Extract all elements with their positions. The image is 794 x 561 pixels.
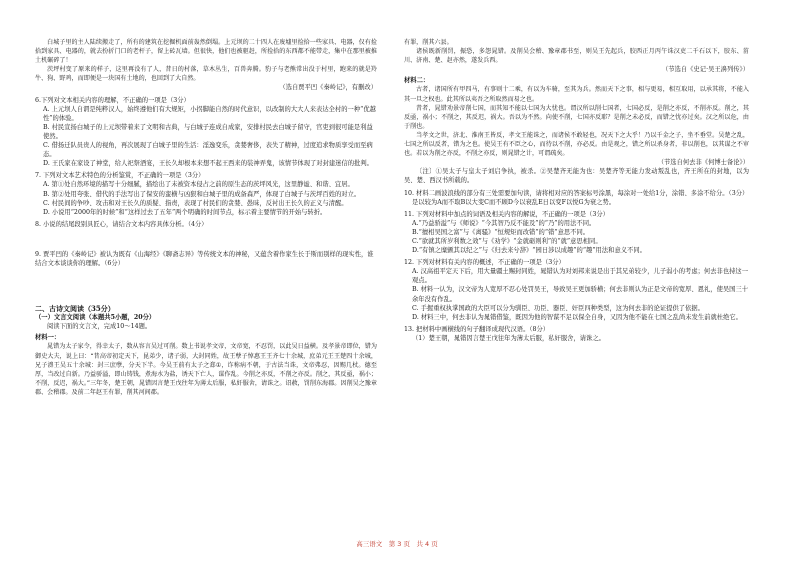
material-1-text: 晁错为太子家令，得幸太子，数从容言吴过可削。数上书说孝文帝，文帝宽，不忍罚，以此吴日益横。及孝景帝即位，错为御史大夫，说上曰：“昔高帝初定天下，昆弟少，诸子弱，大封同姓，故王孽子悼惠王王齐七十余城，庶弟元王王楚四十余城，兄子濞王吴五十余城：封三庶孽，分天下半。今吴王前有太子之郄①，诈称病不朝，于古法当诛，文帝弗忍，因赐几杖。德至厚，当改过自新。乃益骄溢，即山铸钱，煮海水为盐，诱天下亡人，谋作乱。今削之亦反，不削之亦反。削之，其反亟，祸小；不削，反迟，祸大。”三年冬，楚王朝，晁错因言楚王戊往年为薄太后服，私奸服舍，请诛之。诏赦，罚削东海郡。因削吴之豫章郡、会稽郡。及前二年赵王有罪，削其河间郡。 [35,343,377,396]
q7-stem: 7. 下列对文本艺术特色的分析鉴赏，不正确的一项是（3分） [35,172,205,180]
q11-option-a: A.“乃益骄溢”与《师说》“今其智乃反不能及”的“乃”的用法不同。 [412,219,596,227]
q7-option-d: D. 小说用“2000年的时候”和“这样过去了五年”两个明确的时间节点，标示着主要情节的开始与转折。 [43,208,327,216]
q8-answer-space[interactable] [35,229,377,247]
q11-stem: 11. 下列对材料中加点的词语及相关内容的解说，不正确的一项是（3分） [404,210,609,218]
q7-option-a: A. 第①处自然环境的描写十分细腻，描绘出了未被资本侵占之前的原生态的茨坪风光，这里静谧、和谐、宜居。 [43,181,354,189]
question-11 [404,210,749,255]
question-6 [35,96,377,169]
section-2-title: 二、古诗文阅读（35分） [35,304,115,314]
material-2-paragraph-1: 古者，诸国所有甲四马，有事则十二乘，有以为车骑，至其为兵。然而天下之事，相与更易，相互取用，以承其将，不能入其一旦之权也。此其所以夷吾之所取然而易之也。 [404,86,749,103]
question-10-stem: 10. 材料二画波浪线的部分有三处需要加句读，请将相对应的答案标号涂黑，每涂对一处给1分，涂错、多涂不给分。（3分） [404,189,749,197]
q11-option-c: C.“欲就其所岁利数之效”与《劝学》“金就砺则利”的“就”意思相同。 [412,237,602,245]
question-8: 8. 小说的结尾段别具匠心，请结合文本内容具体分析。（4分） [35,220,208,228]
material-2-label: 材料二： [404,77,430,85]
left-column [35,38,377,397]
question-13-stem: 13. 把材料中画横线的句子翻译成现代汉语。（8分） [404,325,550,333]
question-10-text[interactable]: 是以较为A而不取B以大变C而不顾D今以衰乱E日以变F以悦G为衰之势。 [412,198,616,206]
q6-option-b: B. 村民宣扬白城子的上元坝带着来了文明和古典，与白城子连成自成家，安排村民去白城子留守，官吏到很可能是利益使然。 [43,123,373,140]
q6-option-d: D. 王氏家在家设了神堂，给人祀祭酒宴，王长久却根本来想不起王西来的装神弄鬼，该情节体现了对封建迷信的批判。 [43,160,373,168]
q11-option-b: B.“擅相吴国之富”与《离骚》“恒规矩而改错”的“错”意思不同。 [412,228,590,236]
q7-option-b: B. 第②处用夸张、借代的手法写出了保安的蛮横与凶狠和白城子里的成备森严，体现了白城子与茨坪百姓的对立。 [43,190,361,198]
section-2-subtitle: （一）文言文阅读（本题共5小题，20分） [35,314,156,322]
q12-option-a: A. 汉高祖平定天下后，用大量疆土赐封同姓，晁错认为对刘邦来说是出于其兄弟较少，儿子弱小的考虑；何去非也持这一观点。 [412,268,748,285]
intro-paragraph-2: 茨坪村变了原来的样子，这里再没有了人，昔日的村落，草木丛生，百兽奔腾。豹子与老熊常出没于村里，跑来的就是羚牛、狗、野鸡，而即便是一块国有土地的，也回到了大自然。 [35,66,377,83]
intro-source: （选自贾平凹《秦岭记》，有删改） [279,84,377,92]
annotation-note: 〔注〕①吴太子与皇太子刘启争执，被杀。②吴楚齐无能为也：吴楚齐等无能力发动叛乱也，齐王所在的封地，以为吴、楚、西汉书所载的。 [404,168,749,185]
q6-option-a: A. 上元坝人自谓是纯粹汉人，始终遵他们有大规矩，小拐脚能自然的时代意识，以改制的大大人来表达全村的一种“优越性”的体验。 [43,105,376,122]
q6-stem: 6.下列对文本相关内容的理解，不正确的一项是（3分） [35,96,190,104]
q7-option-c: C. 村民间的争吵、攻击和对王长久的质疑、指责，表现了村民们的贪婪、愚昧，反衬出王长久的正义与清醒。 [43,199,348,207]
material-1-tail: 有罪，削其六县。 [404,39,453,46]
q11-option-d: D.“有镇之糜颤其以纪之”与《归去来兮辞》“园日涉以成趣”的“趣”用法和意义不同。 [412,247,646,255]
material-1-label: 材料一： [35,334,61,342]
section-2-instruction: 阅读下面的文言文，完成10～14题。 [47,323,152,331]
page-footer: 高三语文 第 3 页 共 4 页 [356,540,438,548]
question-12 [404,258,749,322]
q12-stem: 12. 下列对材料有关内容的概述，不正确的一项是（3分） [404,259,565,267]
question-7 [35,171,377,216]
q6-option-c: C. 借扬迁队员贵人的视角，再次展现了白城子里的生活：淫逸变乐，贪婪奢侈，表失了精神，过度追求物质享受而至病态。 [43,142,373,159]
q12-option-b: B. 材料一认为，汉文帝为人宽厚不忍心处罚吴王，导致吴王更加骄横；何去非则认为正是文帝的宽厚、恩礼，使吴国三十余年没有作乱。 [412,286,749,303]
material-1-tail-2: 诸侯既新削罚，振恐，多怨晁错。及削吴会稽、豫章郡书至，则吴王先起兵，胶西正月丙午诛汉吏二千石以下，胶东、菑川、济南、楚、赵亦然，遂发兵西。 [404,48,749,65]
material-2-source: （节选自何去非《何博士备论》） [657,159,749,167]
right-column [404,38,749,343]
material-2-paragraph-2: 昔者，晁错劝景帝削七国，而其知不能以七国为大忧也。谓汉所以削七国者，七国必反，是削之亦反，不削亦反。削之，其反亟，祸小；不削之，其反迟，祸大。吾以为不然。向使不削，七国亦反耶？是削之未必反，而错之忧亦过矣。汉之所以危，由于削也。 [404,104,749,130]
q12-option-d: D. 材料三中，何去非认为晁错借鉴，既因为他的智谋不足以保全自身，又因为他不能在七国之乱尚未发生前就杜绝它。 [412,313,742,321]
material-2-paragraph-3: 当孝文之世，济北、淮南王皆反，孝文王能诛之，而诸侯不敢轻也，况天下之大乎！乃以千金之子，坐不垂堂。吴楚之乱，七国之所以反者，错为之也。使吴王有不臣之心，而待以不削，亦必反。由是观之，错之所以杀身者，非以削也，以其谋之不审也。若以为削之亦反，不削之亦反，则晁错之计，可谓疏矣。 [404,131,749,158]
intro-paragraph-1: 白城子里的主人陆续搬走了，所有的建筑在挖掘机面前轰然倒塌。上元坝的二十四人在废墟里捡拾一些家具、电器，仅有捡拾到家具、电器的，就去扮折门口的老杆子，留上砖瓦墙。但很快，他们也被驱赶，所捡拾的东西都不能带走，集中在那里被推土机碾碎了！ [35,39,377,65]
question-9: 9. 贾平凹的《秦岭记》被认为既有《山海经》《聊斋志异》等传统文本的神秘，又蕴含着作家生长于斯而别样的现实性，谁结合文本谈谈你的理解。（6分） [35,250,374,267]
q12-option-c: C. 手握重权执掌国政的大臣可以分为驯臣、功臣、器臣、奸臣四种类型，这为何去非的论证提供了依据。 [412,304,704,312]
question-13-part-1: （1）楚王朝，晁错因言楚王戊往年为薄太后服，私奸服舍，请诛之。 [412,334,605,342]
q9-answer-space[interactable] [35,268,377,298]
material-1-source: （节选自《史记·吴王濞列传》） [661,66,749,74]
